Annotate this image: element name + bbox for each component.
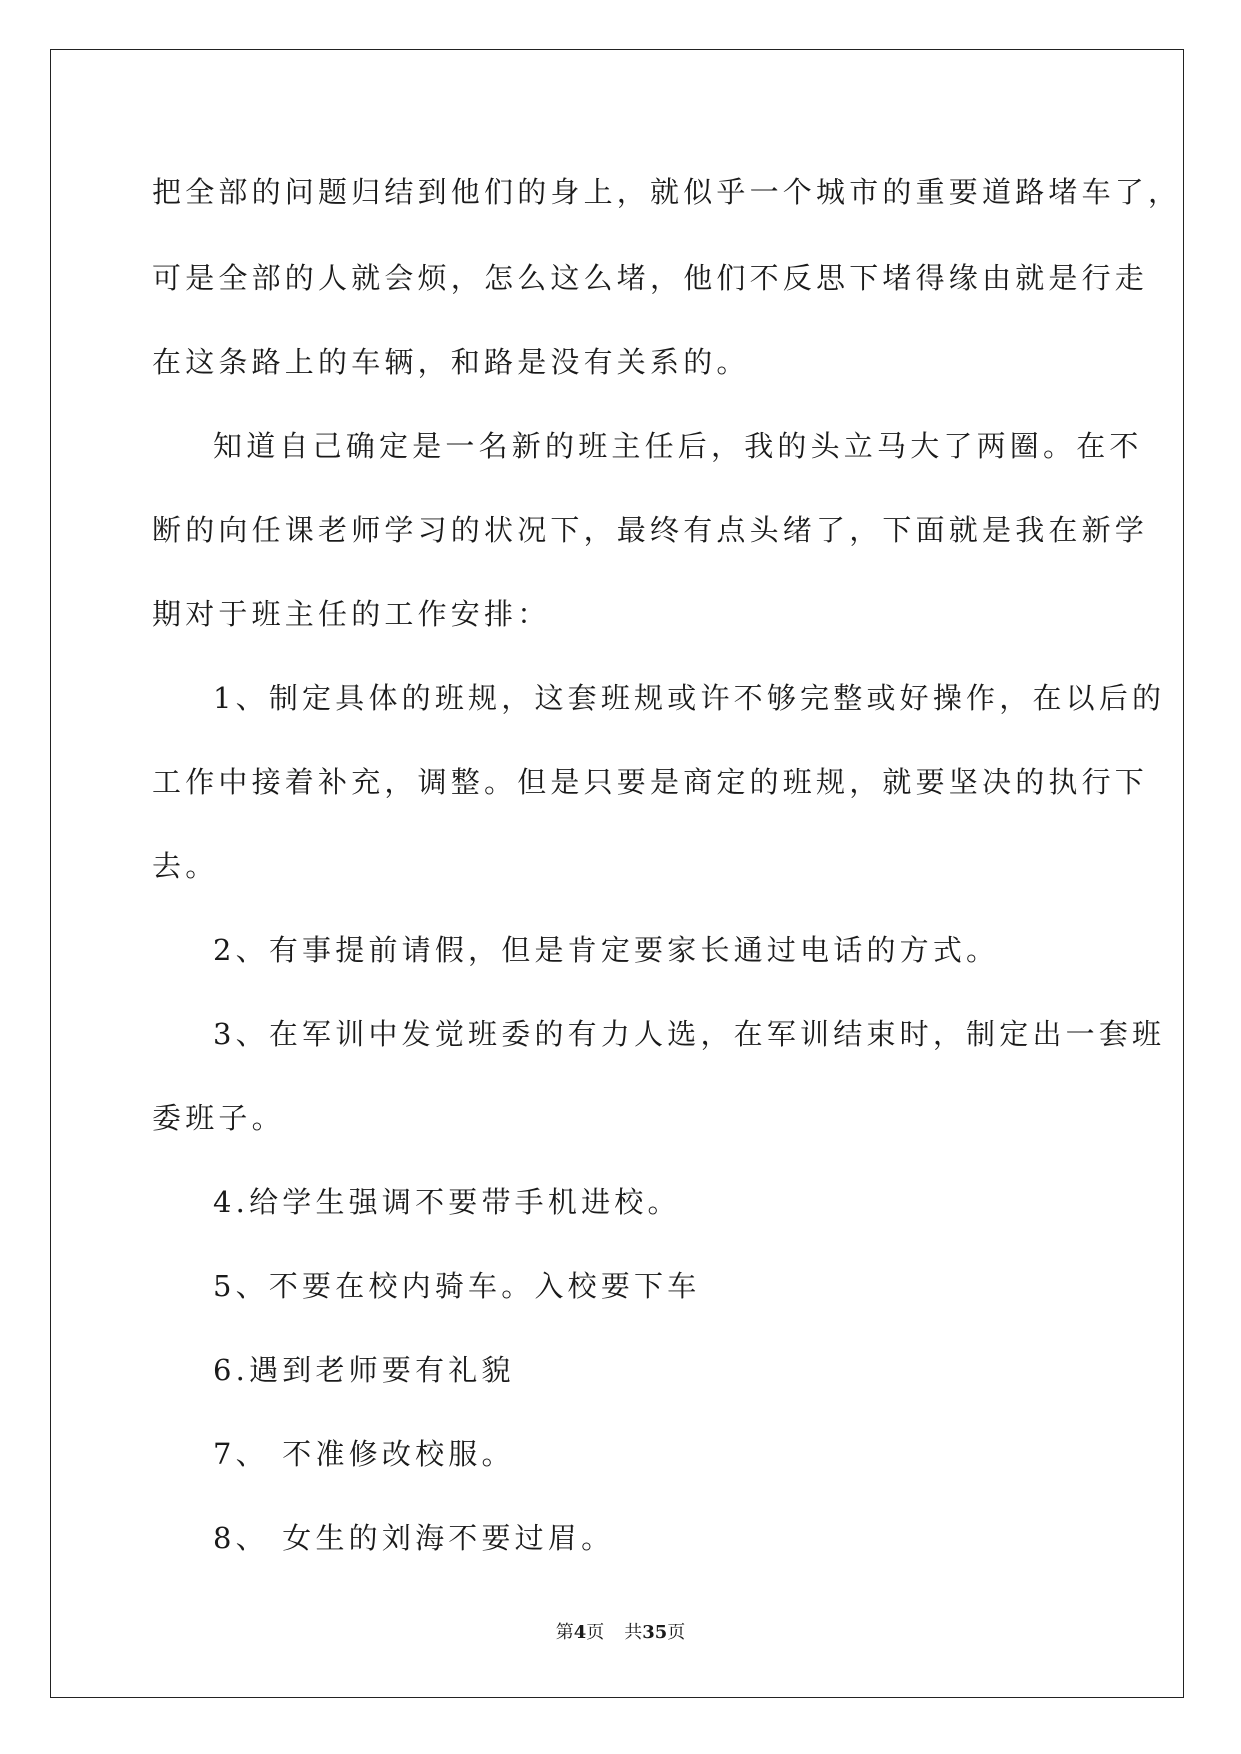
list-item-5: 5、不要在校内骑车。入校要下车: [213, 1269, 701, 1303]
text-line: 工作中接着补充，调整。但是只要是商定的班规，就要坚决的执行下: [152, 765, 1149, 799]
list-item-7: 7、 不准修改校服。: [213, 1437, 515, 1471]
page-suffix: 页: [586, 1622, 605, 1643]
list-item-4: 4.给学生强调不要带手机进校。: [213, 1185, 681, 1219]
page-footer: [0, 1621, 1241, 1645]
text-line: 可是全部的人就会烦，怎么这么堵，他们不反思下堵得缘由就是行走: [152, 261, 1149, 295]
text-line: 把全部的问题归结到他们的身上，就似乎一个城市的重要道路堵车了，: [152, 175, 1182, 209]
list-item-6: 6.遇到老师要有礼貌: [213, 1353, 515, 1387]
text-line: 期对于班主任的工作安排：: [152, 597, 551, 631]
list-item-1: 1、制定具体的班规，这套班规或许不够完整或好操作，在以后的: [213, 681, 1166, 715]
paragraph-start-line: 知道自己确定是一名新的班主任后，我的头立马大了两圈。在不: [213, 429, 1143, 463]
list-item-3: 3、在军训中发觉班委的有力人选，在军训结束时，制定出一套班: [213, 1017, 1166, 1051]
total-pages-number: 35: [642, 1622, 668, 1643]
page-prefix: 第: [555, 1622, 574, 1643]
list-item-8: 8、 女生的刘海不要过眉。: [213, 1521, 615, 1555]
text-line: 委班子。: [152, 1101, 285, 1135]
total-prefix: 共: [624, 1622, 643, 1643]
text-line: 去。: [152, 849, 219, 883]
list-item-2: 2、有事提前请假，但是肯定要家长通过电话的方式。: [213, 933, 1000, 967]
text-line: 在这条路上的车辆，和路是没有关系的。: [152, 345, 750, 379]
total-suffix: 页: [667, 1622, 686, 1643]
current-page-number: 4: [573, 1622, 587, 1643]
text-line: 断的向任课老师学习的状况下，最终有点头绪了，下面就是我在新学: [152, 513, 1149, 547]
document-body: [152, 162, 1182, 1592]
